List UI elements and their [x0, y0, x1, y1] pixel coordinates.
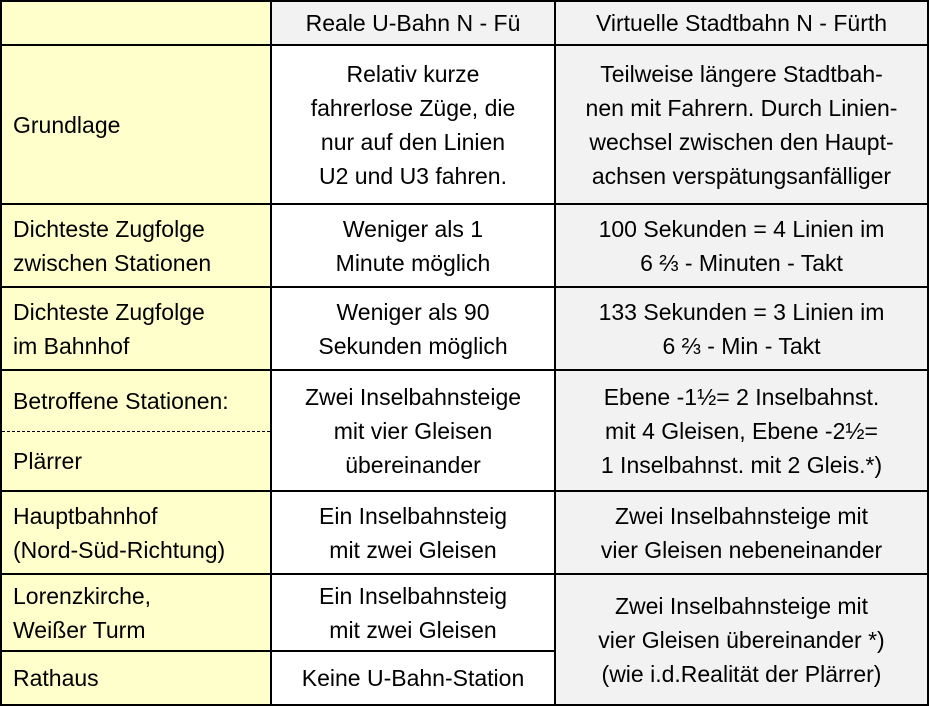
real-zugfolge-bahnhof: Weniger als 90 Sekunden möglich — [271, 287, 555, 370]
row-lorenzkirche — [1, 574, 928, 651]
real-zugfolge-stationen: Weniger als 1 Minute möglich — [271, 204, 555, 287]
virtual-lorenzkirche-rathaus: Zwei Inselbahnsteige mit vier Gleisen übereinander *) (wie i.d.Realität der Plärrer) — [555, 574, 928, 705]
virtual-plaerrer: Ebene -1½= 2 Inselbahnst. mit 4 Gleisen, Ebene -2½= 1 Inselbahnst. mit 2 Gleis.*) — [555, 370, 928, 491]
header-empty-cell — [1, 1, 271, 45]
virtual-hauptbahnhof: Zwei Inselbahnsteige mit vier Gleisen nebeneinander — [555, 491, 928, 574]
label-plaerrer: Plärrer — [1, 431, 271, 491]
real-grundlage: Relativ kurze fahrerlose Züge, die nur auf den Linien U2 und U3 fahren. — [271, 45, 555, 204]
real-rathaus: Keine U-Bahn-Station — [271, 651, 555, 705]
virtual-zugfolge-stationen: 100 Sekunden = 4 Linien im 6 ⅔ - Minuten - Takt — [555, 204, 928, 287]
virtual-zugfolge-bahnhof: 133 Sekunden = 3 Linien im 6 ⅔ - Min - Takt — [555, 287, 928, 370]
label-zugfolge-stationen: Dichteste Zugfolge zwischen Stationen — [1, 204, 271, 287]
label-zugfolge-bahnhof: Dichteste Zugfolge im Bahnhof — [1, 287, 271, 370]
header-real-ubahn: Reale U-Bahn N - Fü — [271, 1, 555, 45]
header-virtual-stadtbahn: Virtuelle Stadtbahn N - Fürth — [555, 1, 928, 45]
label-hauptbahnhof: Hauptbahnhof (Nord-Süd-Richtung) — [1, 491, 271, 574]
label-grundlage: Grundlage — [1, 45, 271, 204]
row-zugfolge-stationen — [1, 204, 928, 287]
row-zugfolge-bahnhof — [1, 287, 928, 370]
row-hauptbahnhof — [1, 491, 928, 574]
header-row — [1, 1, 928, 45]
label-betroffene-stationen: Betroffene Stationen: — [1, 370, 271, 431]
real-lorenzkirche: Ein Inselbahnsteig mit zwei Gleisen — [271, 574, 555, 651]
label-lorenzkirche: Lorenzkirche, Weißer Turm — [1, 574, 271, 651]
row-grundlage — [1, 45, 928, 204]
virtual-grundlage: Teilweise längere Stadtbah- nen mit Fahrern. Durch Linien- wechsel zwischen den Haupt- achsen verspätungsanfälliger — [555, 45, 928, 204]
real-plaerrer: Zwei Inselbahnsteige mit vier Gleisen übereinander — [271, 370, 555, 491]
row-betroffene-stationen — [1, 370, 928, 431]
label-rathaus: Rathaus — [1, 651, 271, 705]
real-hauptbahnhof: Ein Inselbahnsteig mit zwei Gleisen — [271, 491, 555, 574]
